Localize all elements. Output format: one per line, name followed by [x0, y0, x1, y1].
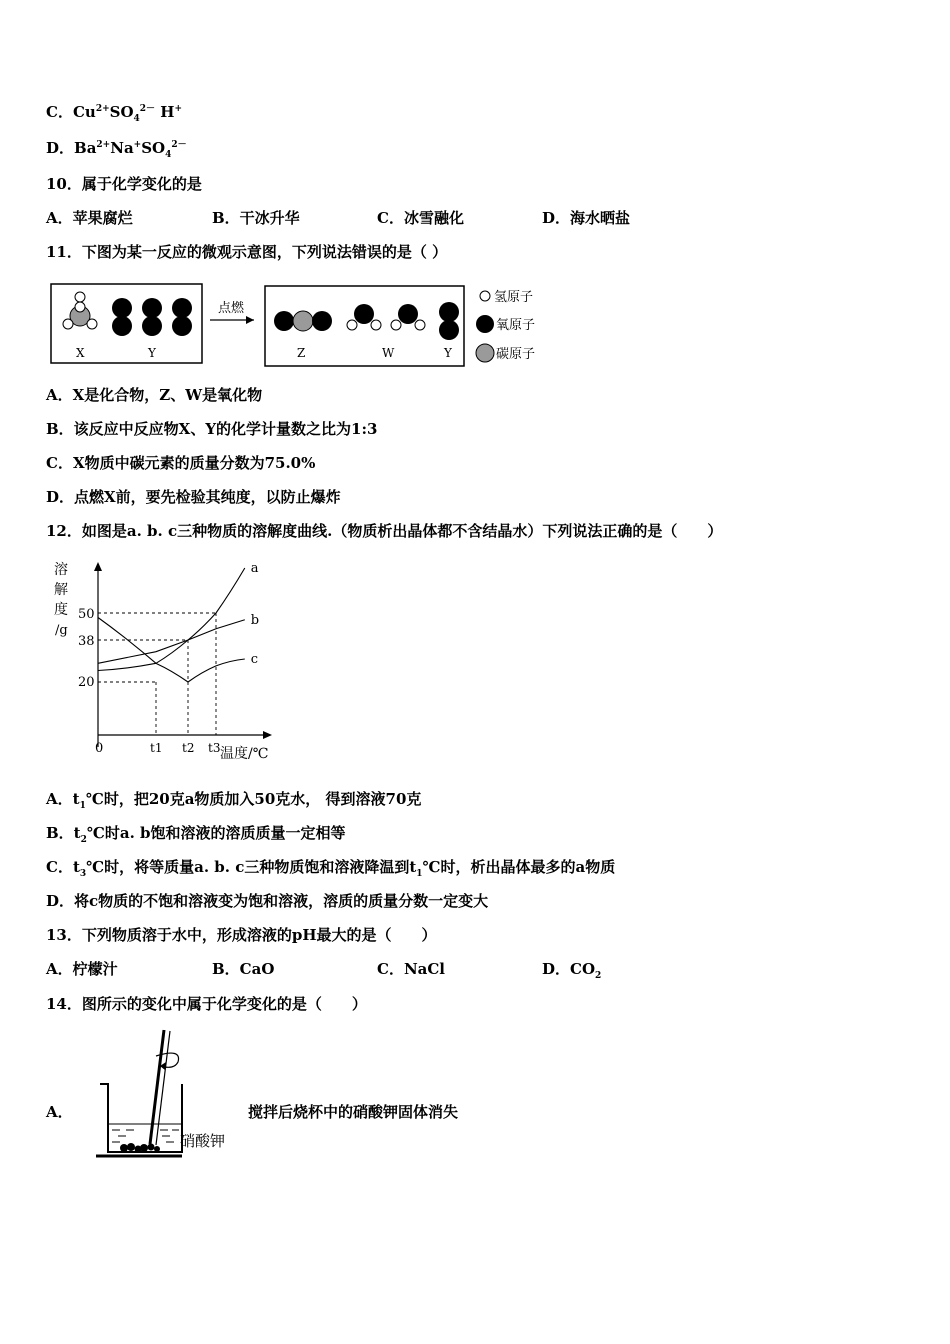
q13-option-c: C．NaCl: [377, 960, 446, 978]
curve-label-c: c: [250, 652, 259, 667]
q11-option-a: A．X是化合物，Z、W是氧化物: [46, 386, 263, 404]
molecule-y-icon: [112, 298, 192, 336]
y-axis-arrow-icon: [94, 562, 102, 571]
solubility-chart: [46, 552, 286, 767]
q10-option-a: A．苹果腐烂: [46, 209, 133, 227]
ylabel-4: /g: [55, 623, 68, 638]
molecule-w-icon: [347, 304, 425, 330]
arrow-icon: [246, 316, 254, 324]
q12-option-b: B．$t_2℃$时a. b饱和溶液的溶质质量一定相等: [46, 824, 346, 845]
q10-option-b: B．干冰升华: [212, 209, 300, 227]
q12-option-d: D．将c物质的不饱和溶液变为饱和溶液，溶质的质量分数一定变大: [46, 892, 489, 910]
q11-option-d: D．点燃X前，要先检验其纯度，以防止爆炸: [46, 488, 341, 506]
q10-option-c: C．冰雪融化: [377, 209, 464, 227]
xtick-t1: t1: [150, 741, 163, 755]
q12-stem: 12．如图是a. b. c三种物质的溶解度曲线.（物质析出晶体都不含结晶水）下列说法正确的是（ ）: [46, 522, 723, 540]
molecule-x-icon: [63, 292, 97, 329]
ytick-50: 50: [78, 607, 95, 622]
legend-oxygen: 氧原子: [496, 318, 536, 333]
ytick-38: 38: [78, 634, 95, 649]
xtick-t3: t3: [208, 741, 221, 755]
legend-carbon: 碳原子: [496, 347, 536, 362]
ytick-20: 20: [78, 675, 95, 690]
ylabel-3: 度: [54, 602, 68, 618]
legend-hydrogen: 氢原子: [494, 290, 534, 305]
q11-option-b: B．该反应中反应物X、Y的化学计量数之比为1:3: [46, 420, 378, 438]
label-y2: Y: [444, 346, 452, 360]
q14-stem: 14．图所示的变化中属于化学变化的是（ ）: [46, 995, 367, 1013]
q13-option-d: D．$CO_2$: [542, 960, 602, 981]
q13-option-a: A．柠檬汁: [46, 960, 118, 978]
beaker-illustration: [94, 1026, 244, 1164]
arrow-label: 点燃: [218, 301, 245, 316]
q13-stem: 13．下列物质溶于水中，形成溶液的pH最大的是（ ）: [46, 926, 437, 944]
xtick-0: 0: [95, 741, 104, 756]
q10-option-d: D．海水晒盐: [542, 209, 631, 227]
beaker-label: 硝酸钾: [180, 1132, 226, 1150]
curve-a: [98, 568, 245, 671]
molecule-z-icon: [274, 311, 332, 331]
label-w: W: [382, 346, 395, 360]
stirring-rod-icon: [150, 1030, 170, 1145]
xlabel: 温度/℃: [220, 746, 269, 762]
molecule-y-product-icon: [439, 302, 459, 340]
q13-option-b: B．CaO: [212, 960, 275, 978]
q12-option-c: C．$t_3℃$时，将等质量a. b. c三种物质饱和溶液降温到$t_1℃$时，析出晶体最多的a物质: [46, 858, 616, 879]
q11-reaction-diagram: [46, 280, 556, 370]
curve-label-a: a: [250, 561, 259, 576]
carbon-atom-icon: [476, 344, 494, 362]
q11-option-c: C．X物质中碳元素的质量分数为75.0%: [46, 454, 316, 472]
q9-option-d: D．$Ba^{2+}Na^+SO_4^{2-}$: [46, 139, 187, 160]
q11-stem: 11．下图为某一反应的微观示意图，下列说法错误的是（ ）: [46, 243, 448, 261]
q10-stem: 10．属于化学变化的是: [46, 175, 202, 193]
q9-option-c: C．$Cu^{2+}SO_4^{2-}$ H+: [46, 103, 183, 124]
oxygen-atom-icon: [476, 315, 494, 333]
ylabel-1: 溶: [54, 562, 68, 578]
q14-option-a-label: A．: [46, 1103, 73, 1121]
q14-option-a-caption: 搅拌后烧杯中的硝酸钾固体消失: [248, 1103, 459, 1121]
ylabel-2: 解: [54, 582, 68, 598]
q12-option-a: A．$t_1℃$时，把20克a物质加入50克水， 得到溶液70克: [46, 790, 422, 811]
label-x: X: [76, 346, 85, 360]
x-axis-arrow-icon: [263, 731, 272, 739]
curve-label-b: b: [250, 612, 260, 628]
xtick-t2: t2: [182, 741, 195, 755]
label-y: Y: [148, 346, 156, 360]
curve-b: [98, 620, 245, 664]
label-z: Z: [297, 346, 306, 360]
hydrogen-atom-icon: [480, 291, 490, 301]
